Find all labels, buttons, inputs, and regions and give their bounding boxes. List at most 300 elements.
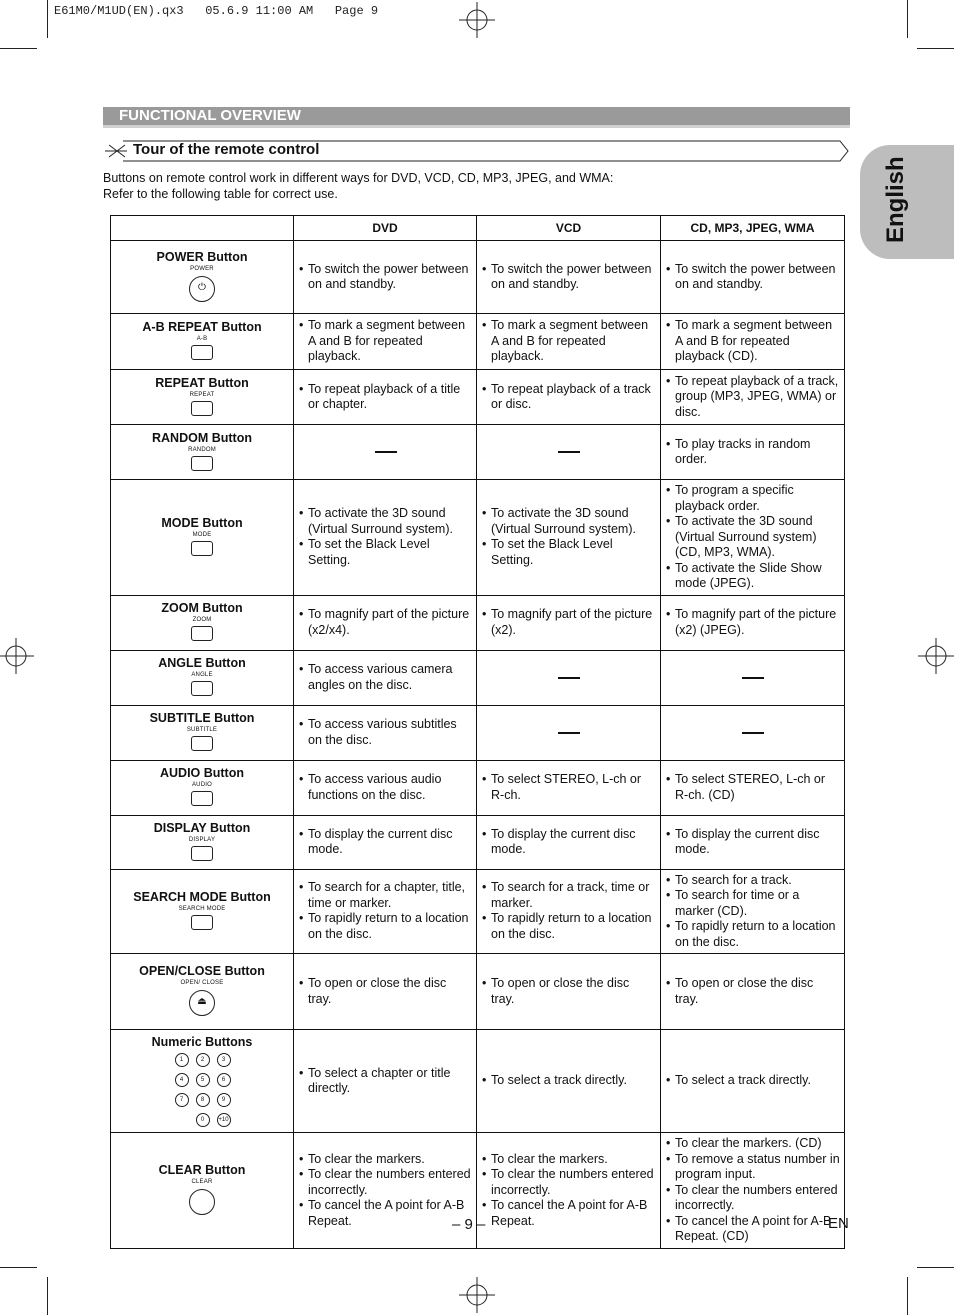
remote-key-label: REPEAT (189, 391, 215, 398)
remote-key-glyph-icon: ⏻ (198, 281, 206, 293)
registration-mark-icon (457, 1275, 497, 1315)
footer-language: EN (828, 1215, 849, 1232)
bullet-item (666, 1183, 840, 1214)
bullet-item (299, 717, 472, 748)
bullet-icon: • (666, 514, 671, 528)
language-side-tab-label: English (882, 156, 909, 243)
not-applicable-dash (742, 677, 764, 679)
bullet-item (482, 537, 656, 568)
bullet-icon: • (666, 919, 671, 933)
crop-mark (917, 1267, 954, 1268)
button-cell (111, 815, 294, 869)
bullet-text: To access various camera angles on the disc. (308, 662, 453, 692)
button-name: SUBTITLE Button (149, 711, 255, 725)
bullet-item (482, 1198, 656, 1229)
bullet-text: To select STEREO, L-ch or R-ch. (CD) (675, 772, 826, 802)
button-cell (111, 760, 294, 815)
bullet-text: To select a track directly. (491, 1073, 627, 1088)
bullet-text: To open or close the disc tray. (675, 976, 814, 1006)
bullet-icon: • (482, 1167, 487, 1181)
bullet-item (299, 382, 472, 413)
bullet-text: To select a chapter or title directly. (308, 1065, 451, 1095)
registration-mark-icon (457, 0, 497, 40)
column-header: VCD (477, 216, 661, 241)
bullet-text: To cancel the A point for A-B Repeat. (491, 1198, 648, 1228)
button-cell (111, 480, 294, 596)
numeric-key-icon: 6 (217, 1073, 231, 1087)
description-cell-vcd (477, 241, 661, 314)
subsection-header (103, 140, 850, 162)
bullet-text: To switch the power between on and standby. (491, 261, 652, 291)
description-cell-dvd (294, 370, 477, 425)
table-row (111, 370, 845, 425)
description-cell-vcd (477, 705, 661, 760)
bullet-item (299, 1152, 472, 1168)
bullet-icon: • (482, 772, 487, 786)
numeric-key-icon: 4 (175, 1073, 189, 1087)
description-cell-cd (661, 954, 845, 1030)
bullet-text: To rapidly return to a location on the disc. (308, 911, 469, 941)
bullet-item (299, 976, 472, 1007)
bullet-icon: • (666, 772, 671, 786)
description-cell-dvd (294, 314, 477, 370)
bullet-icon: • (299, 261, 304, 276)
bullet-item (666, 888, 840, 919)
numeric-key-icon: 2 (196, 1053, 210, 1067)
bullet-text: To search for time or a marker (CD). (675, 888, 800, 918)
bullet-item (482, 880, 656, 911)
bullet-text: To search for a chapter, title, time or marker. (308, 880, 466, 910)
bullet-icon: • (666, 1073, 671, 1088)
bullet-text: To mark a segment between A and B for repeated playback. (491, 318, 649, 364)
bullet-item (299, 506, 472, 537)
remote-key-icon (191, 456, 213, 471)
bullet-item (666, 561, 840, 592)
bullet-text: To magnify part of the picture (x2). (491, 607, 653, 637)
bullet-icon: • (666, 1213, 671, 1228)
bullet-icon: • (666, 483, 671, 497)
bullet-icon: • (299, 880, 304, 895)
description-cell-dvd (294, 705, 477, 760)
description-cell-cd (661, 705, 845, 760)
bullet-text: To search for a track. (675, 872, 792, 887)
bullet-text: To clear the numbers entered incorrectly. (308, 1167, 471, 1197)
description-cell-dvd (294, 425, 477, 480)
description-cell-dvd (294, 480, 477, 596)
bullet-text: To program a specific playback order. (675, 483, 794, 513)
bullet-icon: • (299, 1167, 304, 1181)
bullet-icon: • (482, 911, 487, 926)
button-name: SEARCH MODE Button (133, 889, 271, 904)
bullet-text: To activate the 3D sound (Virtual Surround system) (CD, MP3, WMA). (675, 514, 817, 559)
bullet-icon: • (482, 506, 487, 521)
bullet-item (482, 827, 656, 858)
remote-key-label: POWER (190, 265, 214, 272)
description-cell-vcd (477, 314, 661, 370)
bullet-icon: • (482, 826, 487, 841)
description-cell-vcd (477, 480, 661, 596)
bullet-item (482, 262, 656, 293)
bullet-text: To open or close the disc tray. (491, 976, 630, 1006)
table-row (111, 480, 845, 596)
table-row (111, 425, 845, 480)
remote-key-icon (191, 401, 213, 416)
bullet-item (482, 318, 656, 365)
registration-mark-icon (916, 636, 954, 676)
bullet-item (666, 1136, 840, 1152)
description-cell-cd (661, 480, 845, 596)
bullet-text: To clear the markers. (CD) (675, 1136, 822, 1150)
column-header (111, 216, 294, 241)
bullet-text: To mark a segment between A and B for repeated playback. (308, 318, 466, 364)
description-cell-cd (661, 241, 845, 314)
bullet-icon: • (666, 1151, 671, 1166)
bullet-icon: • (299, 318, 304, 333)
crop-mark (0, 48, 37, 49)
button-cell (111, 954, 294, 1030)
bullet-text: To rapidly return to a location on the disc. (491, 911, 652, 941)
bullet-icon: • (299, 1065, 304, 1080)
bullet-item (482, 772, 656, 803)
bullet-item (482, 607, 656, 638)
intro-line: Buttons on remote control work in different ways for DVD, VCD, CD, MP3, JPEG, and WMA: (103, 171, 614, 185)
remote-key-label: ZOOM (192, 617, 212, 623)
button-name: REPEAT Button (155, 375, 249, 390)
description-cell-dvd (294, 760, 477, 815)
description-cell-cd (661, 1133, 845, 1249)
bullet-text: To magnify part of the picture (x2/x4). (308, 607, 470, 637)
bullet-item (666, 873, 840, 889)
remote-key-label: CLEAR (191, 1178, 213, 1185)
description-cell-vcd (477, 370, 661, 425)
bullet-text: To select STEREO, L-ch or R-ch. (491, 772, 642, 802)
bullet-item (299, 262, 472, 293)
not-applicable-dash (558, 732, 580, 734)
bullet-text: To select a track directly. (675, 1073, 811, 1088)
bullet-icon: • (666, 1182, 671, 1197)
button-name: CLEAR Button (158, 1162, 246, 1177)
description-cell-vcd (477, 1030, 661, 1133)
remote-key-icon (191, 541, 213, 556)
remote-round-key-icon (189, 990, 215, 1016)
bullet-icon: • (482, 537, 487, 552)
numeric-key-icon: 9 (217, 1093, 231, 1107)
description-cell-dvd (294, 1133, 477, 1249)
table-row (111, 815, 845, 869)
description-cell-dvd (294, 869, 477, 954)
description-cell-cd (661, 869, 845, 954)
bullet-item (482, 976, 656, 1007)
crop-mark (47, 0, 48, 38)
description-cell-vcd (477, 650, 661, 705)
description-cell-cd (661, 1030, 845, 1133)
remote-key-label: AUDIO (191, 782, 212, 788)
bullet-icon: • (482, 318, 487, 333)
table-row (111, 314, 845, 370)
description-cell-vcd (477, 595, 661, 650)
bullet-icon: • (482, 1073, 487, 1088)
bullet-item (299, 537, 472, 568)
bullet-text: To switch the power between on and standby. (308, 261, 469, 291)
not-applicable-dash (375, 451, 397, 453)
bullet-item (299, 607, 472, 638)
remote-key-icon (191, 846, 213, 861)
bullet-icon: • (666, 976, 671, 990)
bullet-item (299, 772, 472, 803)
bullet-text: To access various audio functions on the disc. (308, 772, 442, 802)
bullet-item (666, 514, 840, 561)
bullet-text: To play tracks in random order. (675, 436, 811, 466)
bullet-icon: • (299, 662, 304, 676)
bullet-icon: • (666, 872, 671, 887)
bullet-icon: • (299, 537, 304, 552)
remote-key-label: A-B (196, 336, 208, 342)
remote-key-label: OPEN/ CLOSE (180, 980, 224, 986)
button-cell (111, 650, 294, 705)
subsection-title: Tour of the remote control (133, 141, 320, 158)
bullet-item (299, 662, 472, 693)
bullet-icon: • (482, 607, 487, 621)
description-cell-dvd (294, 954, 477, 1030)
bullet-item (666, 607, 840, 638)
crop-mark (907, 0, 908, 38)
remote-key-label: SEARCH MODE (178, 905, 226, 912)
bullet-item (666, 919, 840, 950)
button-cell (111, 705, 294, 760)
bullet-icon: • (666, 826, 671, 841)
column-header: CD, MP3, JPEG, WMA (661, 216, 845, 241)
button-name: MODE Button (161, 515, 243, 530)
bullet-icon: • (299, 607, 304, 621)
description-cell-cd (661, 650, 845, 705)
registration-mark-icon (0, 636, 36, 676)
language-side-tab (860, 145, 954, 259)
bullet-item (666, 262, 840, 293)
remote-round-key-icon (189, 1189, 215, 1215)
bullet-item (482, 1073, 656, 1089)
button-cell (111, 425, 294, 480)
bullet-icon: • (299, 911, 304, 926)
bullet-icon: • (482, 976, 487, 990)
bullet-text: To magnify part of the picture (x2) (JPEG). (675, 607, 837, 637)
button-cell (111, 1133, 294, 1249)
numeric-key-icon: 1 (175, 1053, 189, 1067)
bullet-text: To rapidly return to a location on the disc. (675, 919, 836, 949)
numeric-key-icon: +10 (217, 1113, 231, 1127)
bullet-icon: • (666, 560, 671, 575)
crop-mark (917, 48, 954, 49)
button-name: ANGLE Button (158, 656, 246, 670)
bullet-item (666, 1214, 840, 1245)
table-row (111, 954, 845, 1030)
description-cell-dvd (294, 1030, 477, 1133)
bullet-text: To repeat playback of a track or disc. (491, 381, 651, 411)
table-header-row (111, 216, 845, 241)
intro-line: Refer to the following table for correct use. (103, 187, 338, 201)
table-row (111, 241, 845, 314)
bullet-text: To open or close the disc tray. (308, 976, 447, 1006)
description-cell-dvd (294, 815, 477, 869)
button-name: A-B REPEAT Button (142, 320, 262, 334)
crop-mark (907, 1277, 908, 1315)
bullet-text: To activate the 3D sound (Virtual Surround system). (308, 506, 453, 536)
bullet-text: To clear the markers. (491, 1151, 608, 1166)
bullet-text: To switch the power between on and standby. (675, 261, 836, 291)
description-cell-dvd (294, 650, 477, 705)
remote-round-key-icon (189, 276, 215, 302)
button-name: AUDIO Button (159, 766, 244, 780)
numeric-key-icon: 8 (196, 1093, 210, 1107)
table-row (111, 760, 845, 815)
description-cell-cd (661, 370, 845, 425)
bullet-item (299, 827, 472, 858)
section-title: FUNCTIONAL OVERVIEW (119, 107, 301, 124)
remote-key-icon (191, 345, 213, 360)
table-row (111, 869, 845, 954)
remote-key-label: DISPLAY (188, 836, 216, 843)
description-cell-cd (661, 815, 845, 869)
remote-key-icon (191, 791, 213, 806)
bullet-icon: • (299, 381, 304, 396)
bullet-text: To cancel the A point for A-B Repeat. (308, 1198, 465, 1228)
remote-key-icon (191, 681, 213, 696)
bullet-icon: • (299, 1151, 304, 1166)
not-applicable-dash (742, 732, 764, 734)
button-name: RANDOM Button (152, 430, 252, 445)
bullet-text: To clear the numbers entered incorrectly. (491, 1167, 654, 1197)
bullet-item (299, 911, 472, 942)
bullet-item (299, 1198, 472, 1229)
button-name: POWER Button (156, 249, 248, 264)
button-cell (111, 314, 294, 370)
bullet-icon: • (482, 261, 487, 276)
bullet-text: To access various subtitles on the disc. (308, 717, 457, 747)
remote-key-icon (191, 736, 213, 751)
crop-mark (0, 1267, 37, 1268)
bullet-item (666, 437, 840, 468)
bullet-item (482, 1167, 656, 1198)
bullet-item (299, 880, 472, 911)
bullet-icon: • (299, 506, 304, 521)
bullet-icon: • (666, 261, 671, 276)
description-cell-cd (661, 760, 845, 815)
button-cell (111, 869, 294, 954)
bullet-icon: • (482, 1151, 487, 1166)
bullet-text: To display the current disc mode. (308, 826, 453, 856)
bullet-icon: • (482, 381, 487, 396)
table-row (111, 1030, 845, 1133)
bullet-text: To clear the numbers entered incorrectly. (675, 1182, 838, 1212)
section-header-bar (103, 107, 850, 128)
description-cell-cd (661, 314, 845, 370)
bullet-icon: • (666, 373, 671, 388)
bullet-text: To repeat playback of a track, group (MP3, JPEG, WMA) or disc. (675, 373, 839, 419)
bullet-item (299, 1066, 472, 1097)
bullet-item (666, 483, 840, 514)
description-cell-cd (661, 595, 845, 650)
bullet-icon: • (666, 436, 671, 451)
button-cell (111, 595, 294, 650)
bullet-text: To activate the Slide Show mode (JPEG). (675, 560, 822, 590)
description-cell-vcd (477, 815, 661, 869)
remote-key-glyph-icon: ⏏ (197, 996, 207, 1007)
bullet-item (482, 911, 656, 942)
button-name: ZOOM Button (161, 601, 243, 615)
bullet-icon: • (666, 607, 671, 621)
print-slug: E61M0/M1UD(EN).qx3 05.6.9 11:00 AM Page 9 (54, 4, 379, 18)
numeric-key-icon: 3 (217, 1053, 231, 1067)
description-cell-cd (661, 425, 845, 480)
numeric-keypad (111, 1053, 293, 1127)
bullet-item (299, 1167, 472, 1198)
bullet-icon: • (299, 1198, 304, 1212)
bullet-item (666, 374, 840, 421)
bullet-text: To set the Black Level Setting. (308, 537, 430, 567)
bullet-item (666, 772, 840, 803)
description-cell-vcd (477, 869, 661, 954)
bullet-icon: • (666, 888, 671, 902)
description-cell-vcd (477, 425, 661, 480)
description-cell-vcd (477, 760, 661, 815)
table-row (111, 650, 845, 705)
bullet-item (482, 382, 656, 413)
crop-mark (47, 1277, 48, 1315)
bullet-text: To display the current disc mode. (675, 826, 820, 856)
bullet-text: To mark a segment between A and B for repeated playback (CD). (675, 318, 833, 364)
button-cell (111, 241, 294, 314)
button-name: Numeric Buttons (151, 1035, 253, 1049)
bullet-text: To set the Black Level Setting. (491, 537, 613, 567)
description-cell-dvd (294, 595, 477, 650)
bullet-icon: • (299, 772, 304, 786)
remote-key-label: ANGLE (191, 672, 213, 678)
bullet-text: To search for a track, time or marker. (491, 880, 650, 910)
table-row (111, 595, 845, 650)
button-name: DISPLAY Button (153, 820, 251, 835)
bullet-icon: • (482, 880, 487, 895)
bullet-text: To clear the markers. (308, 1151, 425, 1166)
bullet-item (482, 506, 656, 537)
bullet-item (299, 318, 472, 365)
bullet-icon: • (482, 1198, 487, 1212)
button-cell (111, 1030, 294, 1133)
intro-text (103, 170, 843, 202)
bullet-icon: • (299, 826, 304, 841)
numeric-key-icon: 7 (175, 1093, 189, 1107)
bullet-icon: • (666, 318, 671, 333)
remote-key-icon (191, 626, 213, 641)
page-number: – 9 – (452, 1216, 486, 1233)
not-applicable-dash (558, 677, 580, 679)
remote-key-label: SUBTITLE (186, 727, 218, 733)
description-cell-dvd (294, 241, 477, 314)
bullet-icon: • (299, 717, 304, 731)
description-cell-vcd (477, 1133, 661, 1249)
remote-key-label: RANDOM (188, 446, 216, 453)
button-cell (111, 370, 294, 425)
functional-overview-table (110, 215, 845, 1249)
bullet-text: To activate the 3D sound (Virtual Surround system). (491, 506, 636, 536)
bullet-item (666, 827, 840, 858)
numeric-key-icon: 0 (196, 1113, 210, 1127)
remote-key-icon (191, 915, 213, 930)
bullet-text: To cancel the A point for A-B Repeat. (CD) (675, 1213, 832, 1243)
description-cell-vcd (477, 954, 661, 1030)
remote-key-label: MODE (192, 531, 212, 538)
bullet-item (666, 1152, 840, 1183)
numeric-key-icon: 5 (196, 1073, 210, 1087)
bullet-icon: • (299, 976, 304, 990)
